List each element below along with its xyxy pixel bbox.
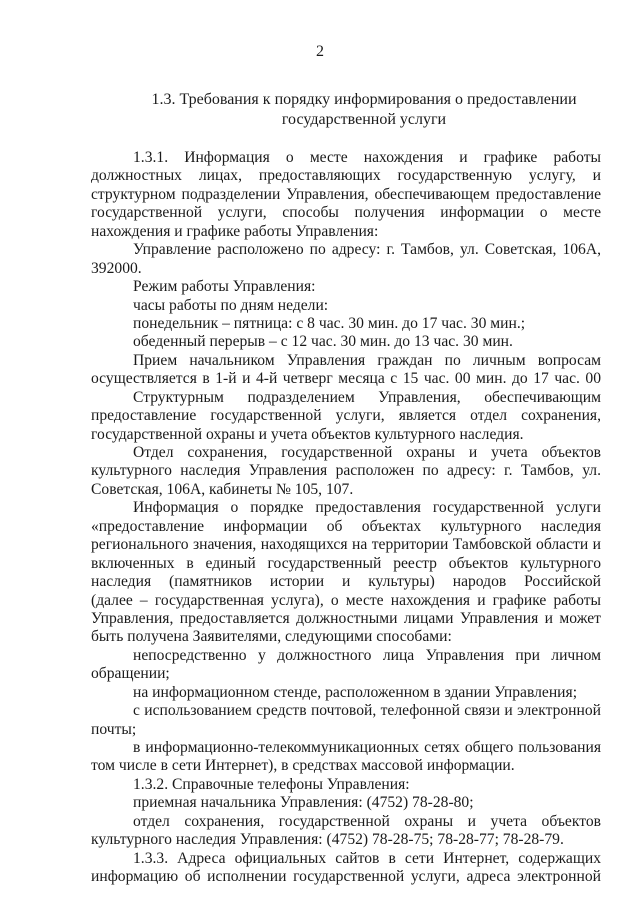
text-line: Отдел сохранения, государственной охраны и учета объектов: [133, 444, 601, 461]
text-line: с использованием средств почтовой, телефонной связи и электронной: [133, 702, 601, 720]
text-line: осуществляется в 1-й и 4-й четверг месяца с 15 час. 00 мин. до 17 час. 00: [91, 370, 601, 388]
text-line: Структурным подразделением Управления, обеспечивающим: [133, 388, 601, 406]
text-line: Режим работы Управления:: [133, 278, 316, 296]
text-line: обеденный перерыв – с 12 час. 30 мин. до 13 час. 30 мин.: [133, 333, 513, 351]
text-line: приемная начальника Управления: (4752) 78-28-80;: [133, 794, 474, 812]
text-line: Управление расположено по адресу: г. Тамбов, ул. Советская, 106А,: [133, 241, 601, 259]
text-line: понедельник – пятница: с 8 час. 30 мин. до 17 час. 30 мин.;: [133, 314, 526, 332]
text-line: предоставление государственной услуги, является отдел сохранения,: [91, 407, 601, 425]
text-line: культурного наследия Управления: (4752) 78-28-75; 78-28-77; 78-28-79.: [91, 831, 564, 849]
text-line: том числе в сети Интернет), в средствах массовой информации.: [91, 757, 515, 775]
text-line: на информационном стенде, расположенном в здании Управления;: [133, 683, 578, 701]
text-line: наследия (памятников истории и культуры) народов Российской: [91, 573, 601, 591]
section-heading-line: государственной услуги: [281, 110, 447, 128]
text-line: включенных в единый государственный реестр объектов культурного: [91, 554, 601, 572]
text-line: Советская, 106А, кабинеты № 105, 107.: [91, 480, 354, 498]
text-line: в информационно-телекоммуникационных сетях общего пользования: [133, 739, 601, 756]
text-line: отдел сохранения, государственной охраны и учета объектов: [133, 812, 601, 830]
text-line: 1.3.2. Справочные телефоны Управления:: [133, 775, 410, 793]
text-line: государственной услуги, способы получения информации о месте: [91, 204, 601, 222]
text-line: должностных лицах, предоставляющих государственную услугу, и: [91, 167, 601, 185]
text-line: регионального значения, находящихся на территории Тамбовской области и: [91, 536, 601, 554]
text-line: культурного наследия Управления расположен по адресу: г. Тамбов, ул.: [91, 462, 601, 480]
text-line: обращении;: [91, 665, 170, 683]
text-line: Управления, предоставляется должностными лицами Управления и может: [91, 609, 601, 627]
text-line: нахождения и графике работы Управления:: [91, 222, 379, 240]
text-line: 1.3.1. Информация о месте нахождения и графике работы: [133, 149, 601, 166]
text-line: Прием начальником Управления граждан по личным вопросам: [133, 351, 601, 369]
text-line: «предоставление информации об объектах культурного наследия: [91, 517, 601, 535]
page-number: 2: [316, 43, 324, 60]
text-line: почты;: [91, 720, 137, 738]
section-heading-line: 1.3. Требования к порядку информирования о предоставлении: [151, 91, 577, 108]
document-body: [91, 149, 601, 887]
section-heading: [90, 90, 638, 129]
text-line: Информация о порядке предоставления государственной услуги: [133, 499, 601, 517]
text-line: (далее – государственная услуга), о месте нахождения и графике работы: [91, 591, 601, 609]
text-line: 1.3.3. Адреса официальных сайтов в сети Интернет, содержащих: [133, 849, 601, 867]
text-line: быть получена Заявителями, следующими способами:: [91, 628, 452, 646]
text-line: часы работы по дням недели:: [133, 296, 329, 314]
text-line: информацию об исполнении государственной услуги, адреса электронной: [91, 868, 601, 886]
text-line: государственной охраны и учета объектов культурного наследия.: [91, 425, 524, 443]
text-line: непосредственно у должностного лица Управления при личном: [133, 646, 601, 664]
text-line: структурном подразделении Управления, обеспечивающем предоставление: [91, 185, 601, 203]
text-line: 392000.: [91, 259, 142, 277]
